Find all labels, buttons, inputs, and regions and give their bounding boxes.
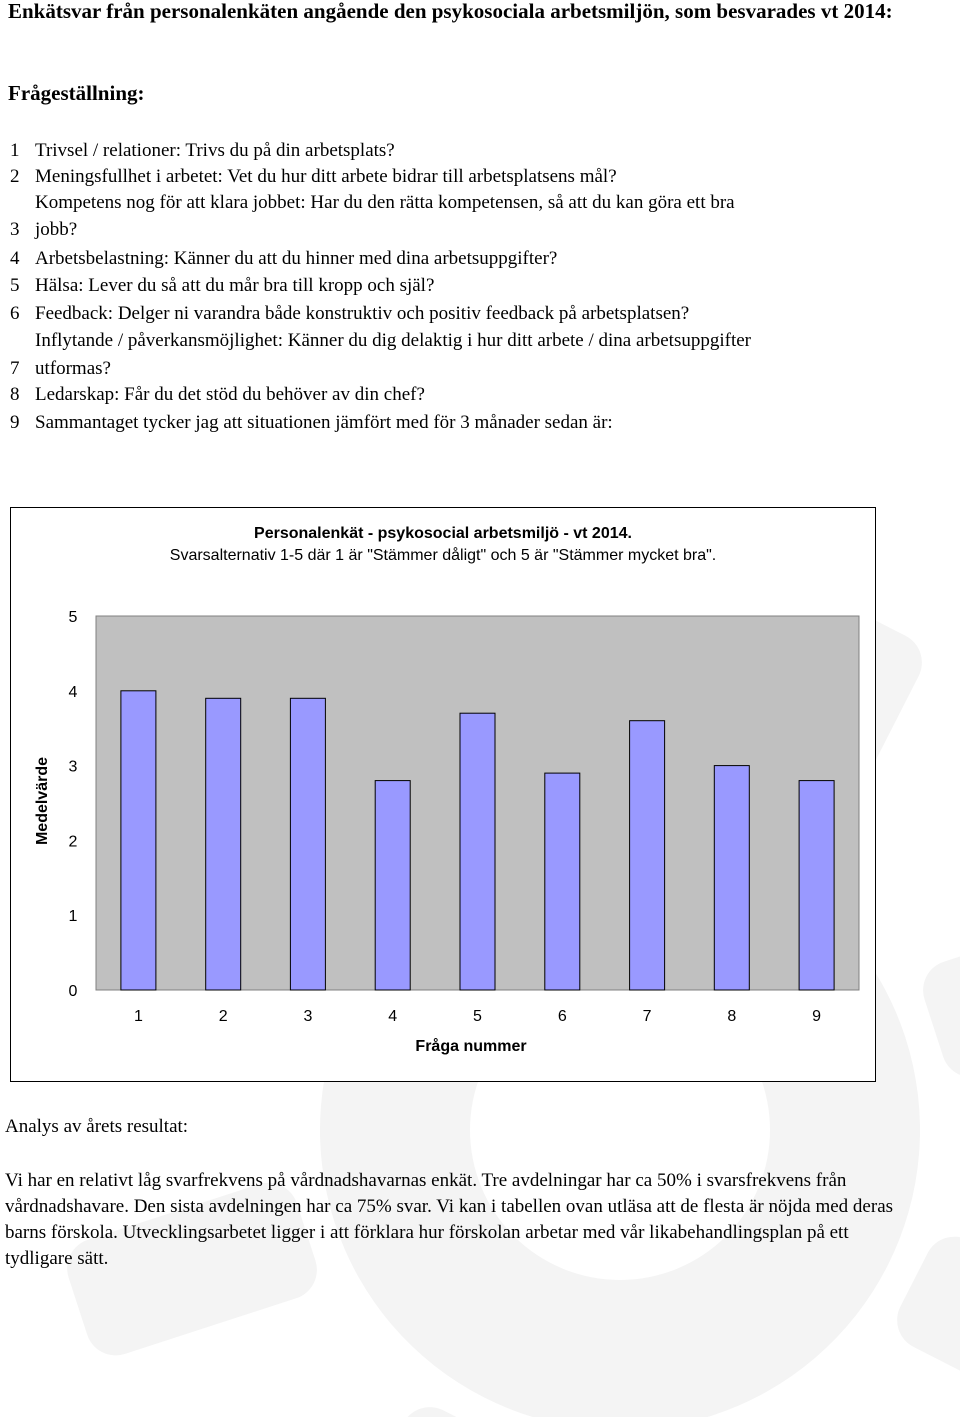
question-number: 6 xyxy=(10,303,20,324)
question-text: Inflytande / påverkansmöjlighet: Känner du dig delaktig i hur ditt arbete / dina arbetsuppgifter xyxy=(35,330,751,351)
question-text: Feedback: Delger ni varandra både konstruktiv och positiv feedback på arbetsplatsen? xyxy=(35,303,690,324)
bar-question-7 xyxy=(630,721,665,990)
bar-question-3 xyxy=(290,698,325,990)
y-tick-label: 1 xyxy=(68,908,78,926)
bar-question-9 xyxy=(799,781,834,990)
bar-question-5 xyxy=(460,713,495,990)
question-number: 1 xyxy=(10,140,20,161)
x-tick-label: 6 xyxy=(557,1008,567,1025)
x-tick-label: 7 xyxy=(642,1008,652,1025)
question-text: utformas? xyxy=(35,358,111,379)
question-number: 8 xyxy=(10,384,20,405)
bar-question-4 xyxy=(375,781,410,990)
x-tick-label: 3 xyxy=(303,1008,313,1025)
question-number: 9 xyxy=(10,412,20,433)
bar-chart xyxy=(10,507,876,1082)
y-tick-label: 2 xyxy=(68,833,78,851)
document-title: Enkätsvar från personalenkäten angående den psykosociala arbetsmiljön, som besvarades vt 2014: xyxy=(8,0,893,23)
y-tick-label: 4 xyxy=(68,683,78,701)
y-tick-label: 0 xyxy=(68,983,78,1000)
question-number: 7 xyxy=(10,358,20,379)
question-text: Hälsa: Lever du så att du mår bra till kropp och själ? xyxy=(35,275,435,296)
question-text: Sammantaget tycker jag att situationen jämfört med för 3 månader sedan är: xyxy=(35,412,613,433)
bar-question-2 xyxy=(206,698,241,990)
question-text: Trivsel / relationer: Trivs du på din arbetsplats? xyxy=(35,140,395,161)
question-text: Ledarskap: Får du det stöd du behöver av din chef? xyxy=(35,384,425,405)
bar-question-6 xyxy=(545,773,580,990)
x-tick-label: 8 xyxy=(727,1008,737,1025)
question-text: Arbetsbelastning: Känner du att du hinner med dina arbetsuppgifter? xyxy=(35,248,558,269)
analysis-paragraph: Vi har en relativt låg svarfrekvens på vårdnadshavarnas enkät. Tre avdelningar har ca 50% i svarsfrekvens från vårdnadshavare. Den sista avdelningen har ca 75% svar. Vi kan i tabellen ovan utläsa att de flesta är nöjda med deras barns förskola. Utvecklingsarbetet ligger i att förklara hur förskolan arbetar med vår likabehandlingsplan på ett tydligare sätt. xyxy=(5,1170,894,1269)
question-number: 2 xyxy=(10,166,20,187)
x-axis-label: Fråga nummer xyxy=(415,1038,527,1055)
analysis-heading: Analys av årets resultat: xyxy=(5,1116,189,1137)
chart-plot xyxy=(11,508,875,1081)
question-number: 4 xyxy=(10,248,20,269)
question-number: 5 xyxy=(10,275,20,296)
x-tick-label: 1 xyxy=(133,1008,143,1025)
x-tick-label: 9 xyxy=(812,1008,822,1025)
bar-question-8 xyxy=(714,766,749,990)
bar-question-1 xyxy=(121,691,156,990)
question-text: jobb? xyxy=(35,219,78,240)
y-tick-label: 3 xyxy=(68,758,78,776)
y-axis-label: Medelvärde xyxy=(34,756,51,846)
chart-title: Personalenkät - psykosocial arbetsmiljö - vt 2014. xyxy=(254,525,632,542)
questions-heading: Frågeställning: xyxy=(8,81,145,105)
x-tick-label: 5 xyxy=(473,1008,482,1025)
x-tick-label: 4 xyxy=(388,1008,398,1025)
question-text: Kompetens nog för att klara jobbet: Har du den rätta kompetensen, så att du kan göra ett bra xyxy=(35,192,735,213)
x-tick-label: 2 xyxy=(218,1008,228,1025)
question-text: Meningsfullhet i arbetet: Vet du hur ditt arbete bidrar till arbetsplatsens mål? xyxy=(35,166,617,187)
chart-subtitle: Svarsalternativ 1-5 där 1 är "Stämmer dåligt" och 5 är "Stämmer mycket bra". xyxy=(169,547,717,564)
y-tick-label: 5 xyxy=(68,609,78,626)
question-number: 3 xyxy=(10,219,20,240)
